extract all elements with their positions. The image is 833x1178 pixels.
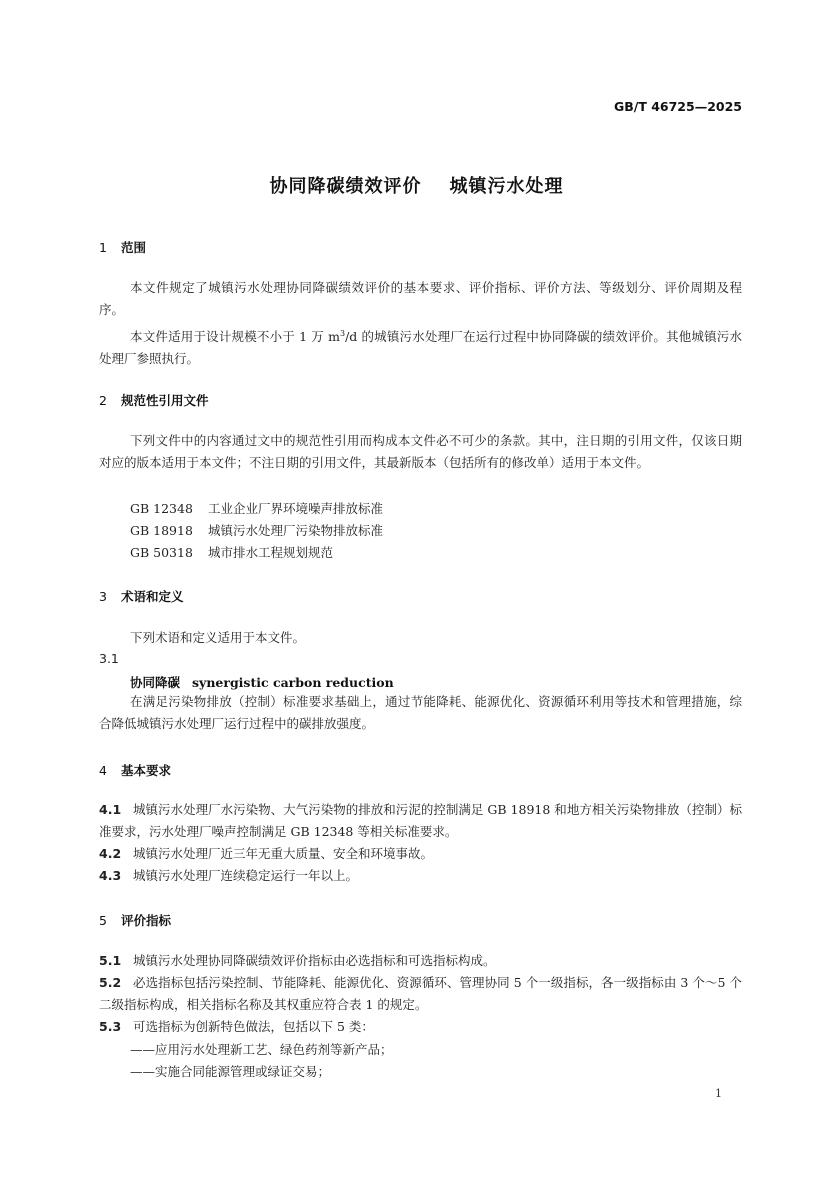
standard-number: GB/T 46725—2025 xyxy=(613,99,742,114)
term-definition: 在满足污染物排放（控制）标准要求基础上，通过节能降耗、能源优化、资源循环利用等技术和管理措施，综合降低城镇污水处理厂运行过程中的碳排放强度。 xyxy=(99,694,742,731)
page-number: 1 xyxy=(715,1087,722,1100)
section-number: 3 xyxy=(99,589,107,604)
clause xyxy=(99,950,742,972)
clause-text: 城镇污水处理协同降碳绩效评价指标由必选指标和可选指标构成。 xyxy=(133,953,496,968)
section-2-heading xyxy=(99,391,209,409)
dash-list-item: ——实施合同能源管理或绿证交易； xyxy=(130,1064,331,1079)
clause-number: 4.2 xyxy=(99,846,122,861)
term-chinese: 协同降碳 xyxy=(130,675,181,690)
reference-title: 工业企业厂界环境噪声排放标准 xyxy=(208,501,384,516)
reference-item xyxy=(130,543,333,561)
reference-code: GB 12348 xyxy=(130,501,193,516)
clause-number: 5.3 xyxy=(99,1019,122,1034)
clause-text: 城镇污水处理厂水污染物、大气污染物的排放和污泥的控制满足 GB 18918 和地方相关污染物排放（控制）标准要求，污水处理厂噪声控制满足 GB 12348 等相关标准要求。 xyxy=(99,802,742,839)
section-title: 术语和定义 xyxy=(121,589,184,604)
clause xyxy=(99,1016,742,1038)
paragraph: 本文件适用于设计规模不小于 1 万 $m^3/d$ 的城镇污水处理厂在运行过程中协同降碳的绩效评价。其他城镇污水处理厂参照执行。 xyxy=(99,329,742,367)
clause-text: 城镇污水处理厂连续稳定运行一年以上。 xyxy=(133,868,359,883)
section-3-heading xyxy=(99,587,184,605)
reference-code: GB 50318 xyxy=(130,545,193,560)
reference-item xyxy=(130,499,383,517)
document-title xyxy=(0,172,833,198)
paragraph: 下列术语和定义适用于本文件。 xyxy=(130,630,306,645)
clause-number: 5.1 xyxy=(99,953,122,968)
reference-item xyxy=(130,521,383,539)
title-part-1: 协同降碳绩效评价 xyxy=(269,176,422,197)
section-4-heading xyxy=(99,761,171,779)
term-heading xyxy=(130,673,394,691)
dash-list-item: ——应用污水处理新工艺、绿色药剂等新产品； xyxy=(130,1042,393,1057)
clause-text: 可选指标为创新特色做法，包括以下 5 类： xyxy=(133,1019,374,1034)
term-english: synergistic carbon reduction xyxy=(192,675,394,690)
reference-title: 城镇污水处理厂污染物排放标准 xyxy=(208,523,384,538)
section-title: 评价指标 xyxy=(121,913,172,928)
clause-number: 5.2 xyxy=(99,975,122,990)
paragraph: 本文件规定了城镇污水处理协同降碳绩效评价的基本要求、评价指标、评价方法、等级划分、评价周期及程序。 xyxy=(99,280,742,317)
section-number: 5 xyxy=(99,913,107,928)
section-1-heading xyxy=(99,238,146,256)
section-title: 范围 xyxy=(121,240,147,255)
clause-number: 4.3 xyxy=(99,868,122,883)
section-title: 规范性引用文件 xyxy=(121,393,209,408)
clause-text: 城镇污水处理厂近三年无重大质量、安全和环境事故。 xyxy=(133,846,434,861)
section-5-heading xyxy=(99,911,171,929)
reference-title: 城市排水工程规划规范 xyxy=(208,545,334,560)
reference-code: GB 18918 xyxy=(130,523,193,538)
clause xyxy=(99,972,742,1016)
section-title: 基本要求 xyxy=(121,763,172,778)
section-number: 1 xyxy=(99,240,107,255)
paragraph: 下列文件中的内容通过文中的规范性引用而构成本文件必不可少的条款。其中，注日期的引用文件，仅该日期对应的版本适用于本文件；不注日期的引用文件，其最新版本（包括所有的修改单）适用于本文件。 xyxy=(99,433,742,470)
section-number: 4 xyxy=(99,763,107,778)
clause-text: 必选指标包括污染控制、节能降耗、能源优化、资源循环、管理协同 5 个一级指标，各一级指标由 3 个～5 个二级指标构成，相关指标名称及其权重应符合表 1 的规定。 xyxy=(99,975,742,1012)
clause xyxy=(99,799,742,843)
clause xyxy=(99,865,742,887)
section-number: 2 xyxy=(99,393,107,408)
clause xyxy=(99,843,742,865)
title-part-2: 城镇污水处理 xyxy=(449,176,564,197)
term-number: 3.1 xyxy=(99,651,119,666)
clause-number: 4.1 xyxy=(99,802,122,817)
